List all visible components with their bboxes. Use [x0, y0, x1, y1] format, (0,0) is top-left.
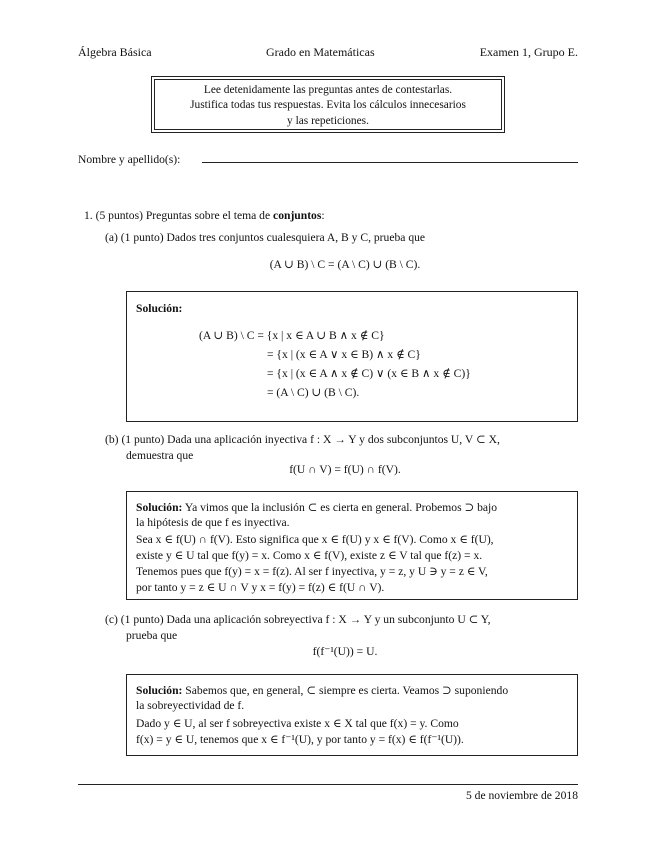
- part-b-solution-line-4: por tanto y = z ∈ U ∩ V y x = f(y) = f(z) ∈ f(U ∩ V).: [136, 581, 385, 594]
- part-c-solution-box: [126, 674, 578, 756]
- question-points: (5 puntos): [95, 209, 143, 222]
- part-c-text-1: Dada una aplicación sobreyectiva f : X → Y y un subconjunto U ⊂ Y,: [166, 613, 491, 626]
- part-b-label: (b): [105, 433, 119, 446]
- part-b-solution-box: [126, 491, 578, 600]
- part-a-equation: (A ∪ B) \ C = (A \ C) ∪ (B \ C).: [269, 258, 421, 271]
- part-c-solution-intro: Sabemos que, en general, ⊂ siempre es cierta. Veamos ⊃ suponiendo: [185, 684, 509, 697]
- header-course: Álgebra Básica: [78, 45, 152, 59]
- name-input-line[interactable]: [202, 162, 578, 163]
- part-a-points: (1 punto): [120, 231, 164, 244]
- header-degree: Grado en Matemáticas: [266, 45, 375, 59]
- part-a-solution-line-4: = (A \ C) ∪ (B \ C).: [267, 386, 360, 399]
- question-number: 1.: [84, 209, 93, 222]
- part-a-solution-line-3: = {x | (x ∈ A ∧ x ∉ C) ∨ (x ∈ B ∧ x ∉ C)}: [267, 367, 471, 380]
- question-intro: Preguntas sobre el tema de: [145, 209, 271, 222]
- part-b-solution-title: Solución:: [136, 501, 183, 514]
- instructions-line-2: Justifica todas tus respuestas. Evita los cálculos innecesarios: [190, 99, 466, 112]
- part-a-label: (a): [105, 231, 118, 244]
- question-1-header: [84, 208, 325, 224]
- footer-date: 5 de noviembre de 2018: [465, 789, 578, 802]
- part-a-solution-title: Solución:: [136, 302, 183, 315]
- part-b-solution-line-2: existe y ∈ U tal que f(y) = x. Como x ∈ f(V), existe z ∈ V tal que f(z) = x.: [136, 549, 483, 562]
- part-a-solution-box: [126, 291, 578, 422]
- footer-rule: [78, 784, 578, 785]
- part-a-statement: [105, 230, 425, 246]
- part-b-solution-line-3: Tenemos pues que f(y) = x = f(z). Al ser f inyectiva, y = z, y U ∋ y = z ∈ V,: [136, 565, 488, 578]
- question-topic: conjuntos: [273, 209, 322, 222]
- part-c-label: (c): [105, 613, 118, 626]
- part-b-text-1: Dada una aplicación inyectiva f : X → Y y dos subconjuntos U, V ⊂ X,: [167, 433, 500, 446]
- part-b-solution-intro: Ya vimos que la inclusión ⊂ es cierta en general. Probemos ⊃ bajo: [184, 501, 498, 514]
- part-a-solution-line-2: = {x | (x ∈ A ∨ x ∈ B) ∧ x ∉ C}: [267, 348, 421, 361]
- part-b-equation: f(U ∩ V) = f(U) ∩ f(V).: [289, 463, 401, 476]
- part-b-solution-line-1: Sea x ∈ f(U) ∩ f(V). Esto significa que x ∈ f(U) y x ∈ f(V). Como x ∈ f(U),: [136, 533, 494, 546]
- header-exam: Examen 1, Grupo E.: [479, 45, 578, 59]
- part-c-statement: [105, 612, 491, 628]
- question-topic-colon: :: [321, 209, 325, 222]
- part-b-solution-line-0: la hipótesis de que f es inyectiva.: [136, 516, 290, 529]
- part-b-statement: [105, 432, 500, 448]
- part-c-equation: f(f⁻¹(U)) = U.: [312, 645, 378, 658]
- part-c-solution-line-0: la sobreyectividad de f.: [136, 699, 245, 712]
- part-b-points: (1 punto): [121, 433, 165, 446]
- part-a-text: Dados tres conjuntos cualesquiera A, B y C, prueba que: [166, 231, 426, 244]
- instructions-line-1: Lee detenidamente las preguntas antes de contestarlas.: [203, 84, 453, 96]
- part-c-text-2: prueba que: [126, 629, 178, 642]
- part-c-solution-line-2: f(x) = y ∈ U, tenemos que x ∈ f⁻¹(U), y por tanto y = f(x) ∈ f(f⁻¹(U)).: [136, 733, 464, 746]
- part-a-solution-line-1: (A ∪ B) \ C = {x | x ∈ A ∪ B ∧ x ∉ C}: [199, 329, 385, 342]
- instructions-line-3: y las repeticiones.: [287, 114, 369, 127]
- instructions-box: [151, 76, 505, 133]
- part-c-solution-title: Solución:: [136, 684, 183, 697]
- part-c-points: (1 punto): [120, 613, 164, 626]
- name-label: Nombre y apellido(s):: [78, 153, 181, 166]
- part-c-solution-line-1: Dado y ∈ U, al ser f sobreyectiva existe x ∈ X tal que f(x) = y. Como: [136, 717, 459, 730]
- part-b-text-2: demuestra que: [126, 449, 194, 462]
- instructions-inner: [154, 79, 502, 130]
